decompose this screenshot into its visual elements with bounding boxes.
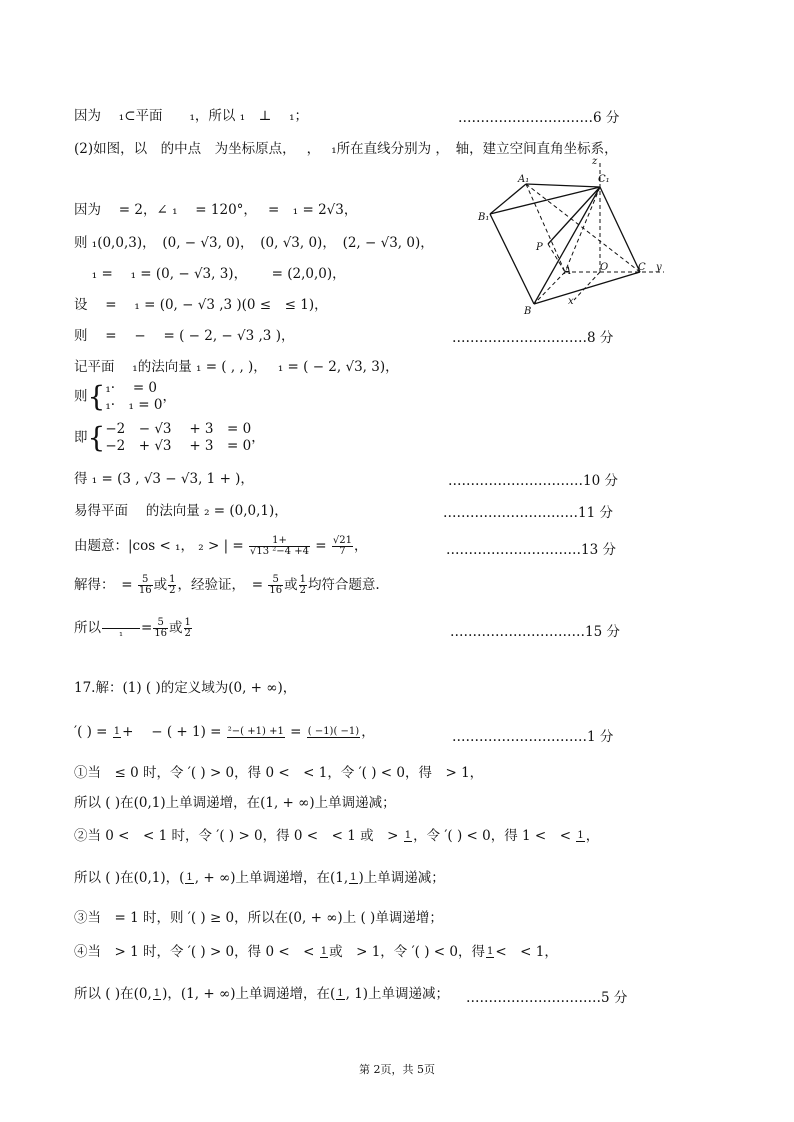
system-1-label: 则	[74, 388, 88, 405]
case4-line	[74, 940, 558, 960]
so-line	[74, 616, 193, 639]
case4-mid: 或 > 1，令 ′( ) < 0，得	[329, 944, 485, 960]
deriv-tail: ，	[361, 724, 375, 740]
system-2: 即{−2 − √3 + 3 = 0 −2 + √3 + 3 = 0，	[74, 421, 265, 454]
so-frac-2: $\frac{1}{2}$	[184, 617, 191, 639]
solve-pre: 解得： =	[74, 577, 137, 593]
so-frac-1: $\frac{5}{16}$	[154, 617, 168, 639]
so-pre: 所以	[74, 620, 101, 636]
solve-mid1: 或	[153, 577, 168, 593]
case2-pre: ②当 0 < < 1 时，令 ′( ) > 0，得 0 < < 1 或 >	[74, 828, 403, 844]
label-c: C	[638, 262, 646, 273]
cos-pre: 由题意：|cos < ₁， ₂ > | =	[74, 538, 249, 554]
case4b-tail: , 1)上单调递减；	[345, 986, 450, 1002]
case4-pre: ④当 > 1 时，令 ′( ) > 0，得 0 < <	[74, 944, 319, 960]
case4-frac-1: 1	[320, 946, 328, 957]
score-marker: …………………………10 分	[448, 473, 618, 489]
cos-frac-2: $\frac{√21}{7}$	[332, 535, 352, 557]
case2-mid: ，令 ′( ) < 0，得 1 < <	[413, 828, 576, 844]
score-5: …………………………5 分	[466, 990, 628, 1006]
label-x: x	[568, 296, 574, 307]
cos-tail: ，	[353, 538, 368, 554]
case2b-pre: 所以 ( )在(0,1)，(	[74, 870, 185, 886]
text-line: 所以 ( )在(0,1)上单调递增，在(1, + ∞)上单调递减；	[74, 795, 396, 811]
case2-frac-1: 1	[404, 830, 412, 841]
case2b-frac-2: 1	[350, 872, 357, 883]
edge-a1-c1	[526, 184, 600, 187]
solve-frac-3: $\frac{5}{16}$	[269, 574, 283, 596]
label-y: y	[656, 262, 662, 273]
system-2-row-1: −2 − √3 + 3 = 0	[105, 421, 252, 437]
text-line: ₁ = ₁ = (0, − √3, 3)， = (2,0,0)，	[74, 266, 346, 282]
label-a1: A₁	[518, 174, 530, 185]
text-line: 17.解：(1) ( )的定义域为(0, + ∞)，	[74, 680, 297, 696]
case4-tail: < < 1，	[495, 944, 558, 960]
score-marker: …………………………8 分	[452, 330, 614, 346]
page-footer: 第 2页，共 5页	[359, 1063, 435, 1076]
system-2-tail: ，	[251, 429, 265, 446]
system-1-row-1: ₁· = 0	[105, 380, 158, 396]
deriv-pre: ′( ) =	[74, 724, 112, 740]
case2b-frac-1: 1	[186, 872, 193, 883]
solve-tail: 均符合题意.	[307, 577, 380, 593]
score-marker: …………………………6 分	[458, 110, 620, 126]
so-mid: 或	[169, 620, 183, 636]
case4b-pre: 所以 ( )在(0,	[74, 986, 152, 1002]
so-eq: =	[141, 620, 153, 636]
edge-p-a	[548, 244, 565, 272]
solve-frac-1: $\frac{5}{16}$	[138, 574, 152, 596]
text-line: (2)如图，以 的中点 为坐标原点， ， ₁所在直线分别为 ， 轴，建立空间直角坐标系，	[74, 141, 618, 157]
case4b-mid: )，(1, + ∞)上单调递增，在(	[162, 986, 336, 1002]
solve-mid3: 或	[284, 577, 298, 593]
text-line: 易得平面 的法向量 ₂ = (0,0,1)，	[74, 503, 288, 519]
edge-c1-c	[600, 187, 640, 272]
case2b-tail: )上单调递减；	[358, 870, 445, 886]
label-c1: C₁	[598, 174, 610, 185]
label-a: A	[564, 266, 572, 277]
score-13: …………………………13 分	[446, 542, 616, 558]
case2b-line	[74, 866, 445, 886]
cos-line	[74, 534, 367, 557]
solve-frac-2: $\frac{1}{2}$	[169, 574, 176, 596]
deriv-eq: =	[285, 724, 306, 740]
system-1-tail: ，	[162, 388, 176, 405]
case4b-frac-1: 1	[153, 988, 161, 999]
case2b-mid: , + ∞)上单调递增，在(1,	[194, 870, 349, 886]
deriv-frac-1: 1	[113, 726, 121, 737]
solve-frac-4: $\frac{1}{2}$	[299, 574, 306, 596]
edge-p-c1	[548, 187, 600, 244]
text-line: ①当 ≤ 0 时，令 ′( ) > 0，得 0 < < 1，令 ′( ) < 0，得 > 1，	[74, 765, 484, 781]
text-line: 则 = − = ( − 2, − √3 ,3 )，	[74, 328, 295, 344]
score-marker: …………………………11 分	[443, 505, 613, 521]
system-1: 则{₁· = 0 ₁· ₁ = 0，	[74, 380, 176, 413]
label-b1: B₁	[478, 212, 490, 223]
prism-figure	[476, 152, 676, 317]
text-line: 因为 ₁⊂平面 ₁，所以 ₁ ⊥ ₁；	[74, 108, 309, 124]
cos-frac-1: $\frac{1+}{\text{√13 ²−4 +4}}$	[250, 535, 309, 557]
text-line: 记平面 ₁的法向量 ₁ = ( , , )， ₁ = ( − 2, √3, 3)，	[74, 359, 399, 375]
text-line: 因为 = 2，∠ ₁ = 120°， = ₁ = 2√3，	[74, 202, 358, 218]
deriv-line	[74, 720, 375, 740]
case4-frac-2: 1	[486, 946, 494, 957]
score-1: …………………………1 分	[452, 729, 614, 745]
text-line: 设 = ₁ = (0, − √3 ,3 )(0 ≤ ≤ 1)，	[74, 297, 328, 313]
text-line: 则 ₁(0,0,3)， (0, − √3, 0)， (0, √3, 0)， (2, − √3, 0)，	[74, 235, 434, 251]
system-2-row-2: −2 + √3 + 3 = 0	[105, 438, 252, 454]
system-2-label: 即	[74, 429, 88, 446]
case4b-frac-2: 1	[337, 988, 344, 999]
case2-frac-2: 1	[577, 830, 584, 841]
solve-line	[74, 573, 380, 596]
score-15: …………………………15 分	[450, 624, 620, 640]
deriv-frac-2: ²−( +1) +1	[227, 726, 284, 737]
system-1-row-2: ₁· ₁ = 0	[105, 397, 163, 413]
deriv-frac-3: ( −1)( −1)	[307, 726, 360, 737]
text-line: 得 ₁ = (3 , √3 − √3, 1 + )，	[74, 471, 254, 487]
label-p: P	[536, 242, 543, 253]
axis-x	[574, 272, 600, 300]
label-o: O	[600, 262, 609, 273]
edge-b1-b	[490, 214, 534, 304]
case4b-line	[74, 982, 449, 1002]
cos-eq: =	[310, 538, 331, 554]
text-line: ③当 = 1 时，则 ′( ) ≥ 0，所以在(0, + ∞)上 ( )单调递增；	[74, 910, 443, 926]
so-ratio: ₁	[102, 618, 140, 639]
label-z: z	[592, 156, 598, 167]
label-b: B	[524, 306, 532, 317]
case2-tail: ，	[585, 828, 600, 844]
deriv-mid: + − ( + 1) =	[122, 724, 226, 740]
case2-line	[74, 824, 599, 844]
edge-c1-a	[565, 187, 600, 272]
solve-mid2: ，经验证， =	[177, 577, 268, 593]
